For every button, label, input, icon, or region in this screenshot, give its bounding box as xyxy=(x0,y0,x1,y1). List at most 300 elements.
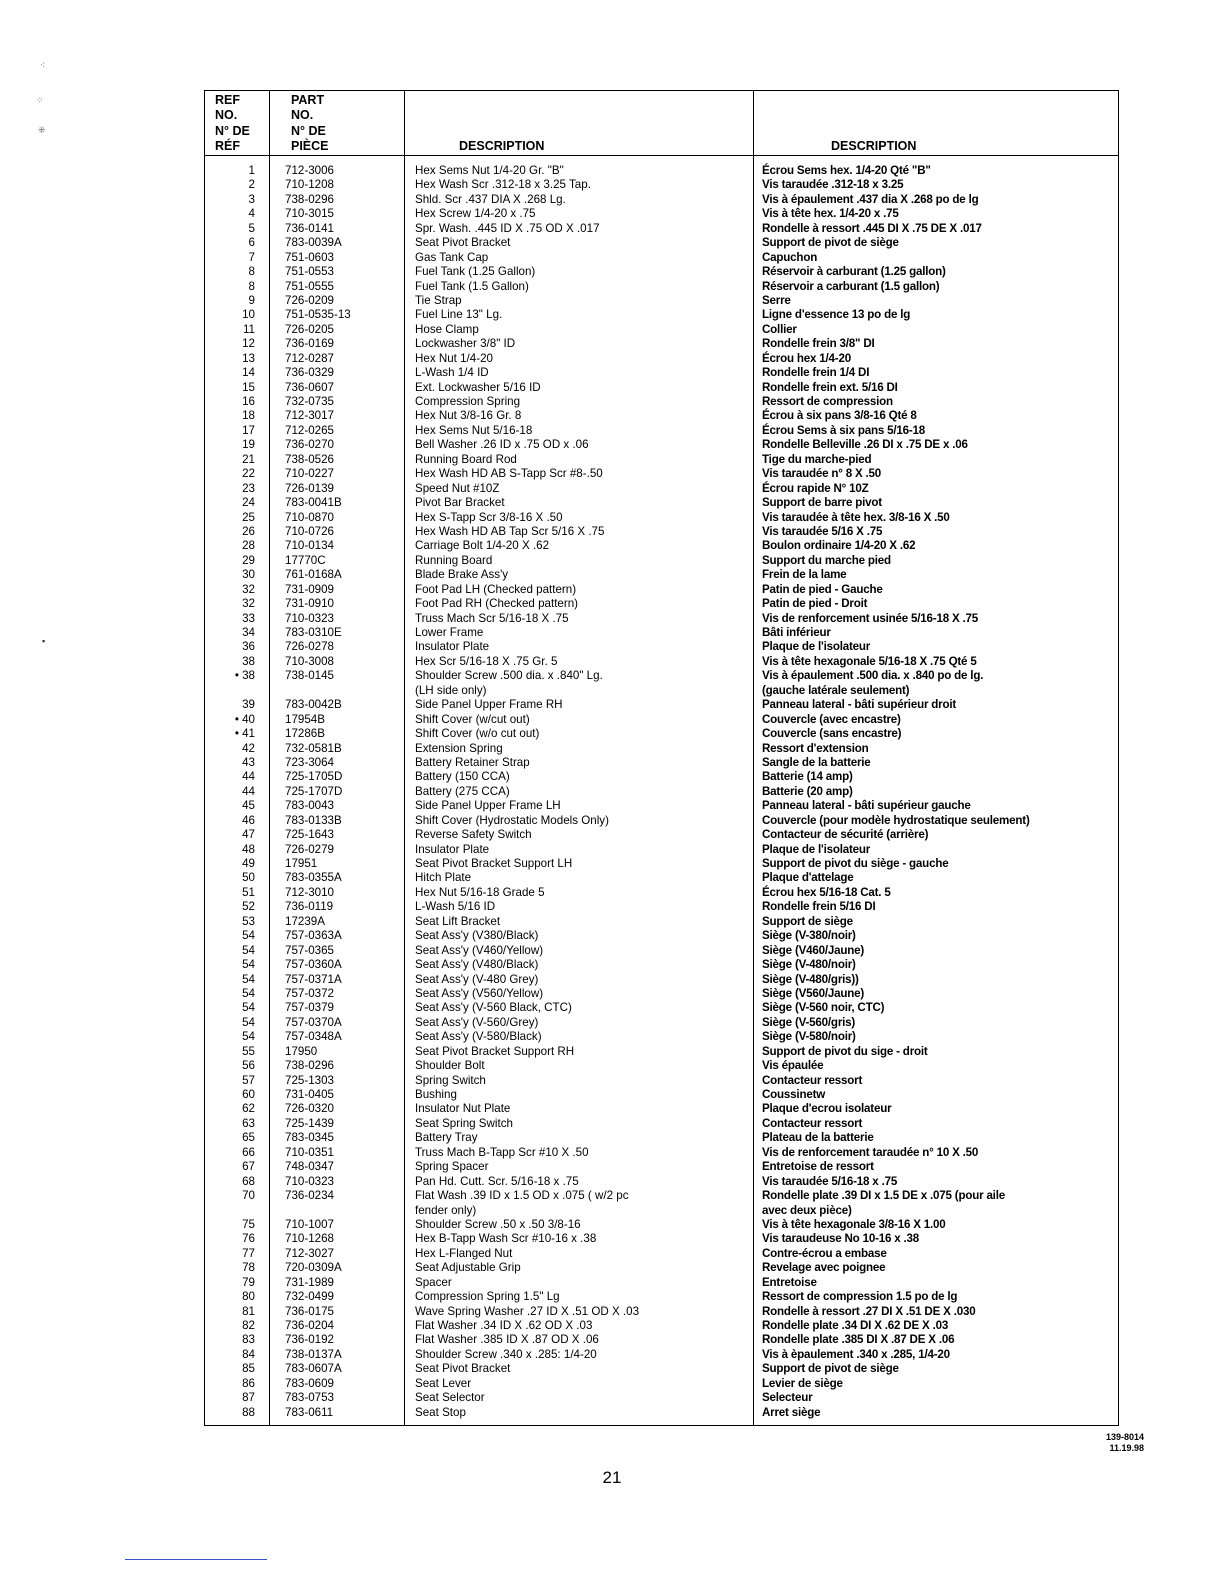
part-no: 757-0371A xyxy=(285,972,342,986)
part-no: 710-1007 xyxy=(285,1217,334,1231)
description-fr: Vis épaulée xyxy=(762,1059,824,1073)
ref-no: 39 xyxy=(242,698,255,712)
description-en: Seat Pivot Bracket xyxy=(415,236,511,250)
description-en: Compression Spring 1.5" Lg xyxy=(415,1290,560,1304)
part-row xyxy=(205,1059,1118,1073)
header-ref-line: REF xyxy=(215,93,240,107)
description-en: Fuel Line 13" Lg. xyxy=(415,308,503,322)
description-en: Spacer xyxy=(415,1275,452,1289)
description-fr: Collier xyxy=(762,322,797,336)
description-fr: Support du marche pied xyxy=(762,553,891,567)
description-fr: Vis taraudée 5/16-18 x .75 xyxy=(762,1174,898,1188)
part-no: 751-0535-13 xyxy=(285,308,351,322)
part-no: 731-0909 xyxy=(285,582,334,596)
part-row xyxy=(205,857,1118,871)
part-row xyxy=(205,539,1118,553)
part-no: 726-0205 xyxy=(285,322,334,336)
description-en: Hose Clamp xyxy=(415,322,479,336)
part-no: 725-1705D xyxy=(285,770,343,784)
part-no: 783-0042B xyxy=(285,698,342,712)
part-no: 736-0192 xyxy=(285,1333,334,1347)
part-no: 732-0735 xyxy=(285,395,334,408)
ref-no: 34 xyxy=(242,626,255,639)
part-no: 738-0296 xyxy=(285,1059,334,1073)
ref-no: 78 xyxy=(242,1261,255,1275)
description-fr: Batterie (14 amp) xyxy=(762,770,853,784)
description-en: L-Wash 5/16 ID xyxy=(415,900,496,914)
ref-no: 32 xyxy=(242,582,255,596)
part-no: 751-0553 xyxy=(285,265,334,279)
part-no: 712-3006 xyxy=(285,164,334,177)
part-no: 720-0309A xyxy=(285,1261,342,1275)
description-fr: Patin de pied - Droit xyxy=(762,597,868,611)
part-row xyxy=(205,222,1118,236)
ref-no: 33 xyxy=(242,611,255,625)
ref-no: 68 xyxy=(242,1174,255,1188)
description-en: Truss Mach Scr 5/16-18 X .75 xyxy=(415,611,569,625)
part-row xyxy=(205,496,1118,510)
ref-no: 2 xyxy=(248,178,255,192)
description-en: Hex B-Tapp Wash Scr #10-16 x .38 xyxy=(415,1232,597,1246)
description-en: Bushing xyxy=(415,1088,457,1102)
ref-no: 42 xyxy=(242,741,255,755)
part-row xyxy=(205,944,1118,958)
part-row xyxy=(205,886,1118,900)
part-row xyxy=(205,785,1118,799)
description-fr: Plateau de la batterie xyxy=(762,1131,874,1145)
part-row xyxy=(205,1146,1118,1160)
ref-no: 6 xyxy=(248,236,255,250)
ref-no: 24 xyxy=(242,496,255,510)
ref-no: 50 xyxy=(242,871,255,885)
description-en: Seat Ass'y (V480/Black) xyxy=(415,958,539,972)
header-description-en: DESCRIPTION xyxy=(459,139,545,153)
part-row xyxy=(205,1117,1118,1131)
part-no: 710-0351 xyxy=(285,1145,334,1159)
ref-no: 14 xyxy=(242,366,255,380)
description-en: Running Board xyxy=(415,553,493,567)
part-row xyxy=(205,987,1118,1001)
part-row xyxy=(205,1232,1118,1246)
part-no: 726-0139 xyxy=(285,481,334,495)
part-no: 757-0372 xyxy=(285,986,334,1000)
description-fr: Contacteur de sécurité (arrière) xyxy=(762,828,929,842)
description-fr: Vis à épaulement .500 dia. x .840 po de lg. (gauche latérale seulement) xyxy=(762,669,984,697)
part-no: 738-0145 xyxy=(285,669,334,683)
ref-no: 3 xyxy=(248,192,255,206)
ref-no: 54 xyxy=(242,1001,255,1015)
description-en: Wave Spring Washer .27 ID X .51 OD X .03 xyxy=(415,1304,640,1318)
ref-no: 13 xyxy=(242,351,255,365)
part-no: 732-0499 xyxy=(285,1290,334,1304)
description-en: Fuel Tank (1.5 Gallon) xyxy=(415,279,529,293)
ref-no: 30 xyxy=(242,568,255,582)
description-fr: Plaque de l'isolateur xyxy=(762,842,871,856)
part-row xyxy=(205,713,1118,727)
ref-no: 47 xyxy=(242,828,255,842)
part-row xyxy=(205,1319,1118,1333)
part-row xyxy=(205,1030,1118,1044)
description-en: Shoulder Screw .50 x .50 3/8-16 xyxy=(415,1217,581,1231)
part-no: 712-0265 xyxy=(285,423,334,437)
part-no: 731-1989 xyxy=(285,1275,334,1289)
part-no: 712-3010 xyxy=(285,885,334,899)
part-row xyxy=(205,366,1118,380)
part-no: 736-0141 xyxy=(285,221,334,235)
description-en: Flat Washer .385 ID X .87 OD X .06 xyxy=(415,1333,599,1347)
part-no: 710-1208 xyxy=(285,178,334,192)
description-fr: Batterie (20 amp) xyxy=(762,784,853,798)
header-part-line: NO. xyxy=(291,108,314,123)
description-fr: Écrou hex 1/4-20 xyxy=(762,351,851,365)
part-no: 783-0310E xyxy=(285,626,342,639)
part-no: 783-0355A xyxy=(285,871,342,885)
description-fr: Écrou rapide N° 10Z xyxy=(762,481,869,495)
description-fr: Plaque de l'isolateur xyxy=(762,640,871,654)
part-row xyxy=(205,193,1118,207)
description-en: Shoulder Screw .340 x .285: 1/4-20 xyxy=(415,1347,597,1361)
ref-no: 75 xyxy=(242,1217,255,1231)
description-fr: Réservoir a carburant (1.5 gallon) xyxy=(762,279,940,293)
page-number: 21 xyxy=(602,1468,622,1487)
part-no: 783-0133B xyxy=(285,813,342,827)
part-row xyxy=(205,1175,1118,1189)
description-en: Fuel Tank (1.25 Gallon) xyxy=(415,265,536,279)
ref-no: 79 xyxy=(242,1275,255,1289)
description-en: Seat Lift Bracket xyxy=(415,914,501,928)
description-en: Seat Ass'y (V460/Yellow) xyxy=(415,943,544,957)
ref-no: 1 xyxy=(248,164,255,177)
ref-no: 54 xyxy=(242,986,255,1000)
part-row xyxy=(205,438,1118,452)
description-en: Hex L-Flanged Nut xyxy=(415,1246,513,1260)
part-no: 710-0134 xyxy=(285,539,334,553)
ref-no: 10 xyxy=(242,308,255,322)
part-no: 17950 xyxy=(285,1044,318,1058)
part-no: 731-0405 xyxy=(285,1088,334,1102)
part-no: 783-0039A xyxy=(285,236,342,250)
ref-no: 54 xyxy=(242,943,255,957)
part-row xyxy=(205,770,1118,784)
description-fr: Coussinetw xyxy=(762,1088,826,1102)
part-no: 757-0365 xyxy=(285,943,334,957)
part-row xyxy=(205,727,1118,741)
description-fr: Rondelle plate .385 DI X .87 DE X .06 xyxy=(762,1333,955,1347)
part-no: 783-0607A xyxy=(285,1362,342,1376)
part-no: 710-3008 xyxy=(285,654,334,668)
part-row xyxy=(205,178,1118,192)
ref-no: 57 xyxy=(242,1073,255,1087)
description-fr: Écrou Sems hex. 1/4-20 Qté "B" xyxy=(762,164,931,177)
description-fr: Couvercle (avec encastre) xyxy=(762,712,901,726)
ref-no: 25 xyxy=(242,510,255,524)
description-en: Seat Ass'y (V560/Yellow) xyxy=(415,986,544,1000)
description-en: Truss Mach B-Tapp Scr #10 X .50 xyxy=(415,1145,589,1159)
description-en: Hitch Plate xyxy=(415,871,472,885)
part-row xyxy=(205,742,1118,756)
part-row xyxy=(205,482,1118,496)
part-no: 725-1439 xyxy=(285,1116,334,1130)
header-part xyxy=(291,93,329,155)
part-no: 738-0296 xyxy=(285,192,334,206)
header-divider xyxy=(205,155,1118,156)
description-fr: Rondelle frein ext. 5/16 DI xyxy=(762,380,898,394)
description-en: Battery Tray xyxy=(415,1131,478,1145)
description-en: Seat Pivot Bracket xyxy=(415,1362,511,1376)
description-en: Battery Retainer Strap xyxy=(415,755,530,769)
description-fr: Rondelle frein 3/8" DI xyxy=(762,337,875,351)
description-fr: Patin de pied - Gauche xyxy=(762,582,883,596)
ref-no: 54 xyxy=(242,1015,255,1029)
description-en: Seat Ass'y (V-580/Black) xyxy=(415,1030,542,1044)
part-no: 710-0323 xyxy=(285,1174,334,1188)
description-en: Carriage Bolt 1/4-20 X .62 xyxy=(415,539,550,553)
part-no: 783-0345 xyxy=(285,1131,334,1145)
description-en: Hex Sems Nut 1/4-20 Gr. "B" xyxy=(415,164,564,177)
description-fr: Écrou à six pans 3/8-16 Qté 8 xyxy=(762,409,917,423)
part-row xyxy=(205,453,1118,467)
ref-no: 23 xyxy=(242,481,255,495)
description-en: Hex Nut 3/8-16 Gr. 8 xyxy=(415,409,522,423)
part-row xyxy=(205,1160,1118,1174)
part-row xyxy=(205,958,1118,972)
ref-no: 43 xyxy=(242,755,255,769)
ref-no: 5 xyxy=(248,221,255,235)
description-en: Shld. Scr .437 DIA X .268 Lg. xyxy=(415,192,566,206)
header-ref xyxy=(215,93,250,155)
description-fr: Sangle de la batterie xyxy=(762,755,871,769)
part-no: 710-0227 xyxy=(285,467,334,481)
ref-no: 12 xyxy=(242,337,255,351)
part-row xyxy=(205,1088,1118,1102)
ref-no: 76 xyxy=(242,1232,255,1246)
part-row xyxy=(205,1261,1118,1275)
part-no: 710-0323 xyxy=(285,611,334,625)
description-fr: Selecteur xyxy=(762,1391,813,1405)
description-fr: Siège (V-580/noir) xyxy=(762,1030,856,1044)
description-fr: Support de pivot de siège xyxy=(762,1362,899,1376)
part-row xyxy=(205,1074,1118,1088)
header-part-line: N° DE xyxy=(291,123,326,138)
part-no: 17954B xyxy=(285,712,325,726)
ref-no: 8 xyxy=(248,279,255,293)
part-no: 712-0287 xyxy=(285,351,334,365)
part-no: 726-0320 xyxy=(285,1102,334,1116)
description-en: Shift Cover (Hydrostatic Models Only) xyxy=(415,813,609,827)
ref-no: 66 xyxy=(242,1145,255,1159)
part-row xyxy=(205,1189,1118,1218)
description-en: Gas Tank Cap xyxy=(415,250,489,264)
scan-mark: ⁘ xyxy=(36,95,44,105)
ref-no: 56 xyxy=(242,1059,255,1073)
part-row xyxy=(205,554,1118,568)
description-en: Flat Wash .39 ID x 1.5 OD x .075 ( w/2 pc fender only) xyxy=(415,1189,629,1217)
description-fr: Revelage avec poignee xyxy=(762,1261,886,1275)
description-fr: Rondelle Belleville .26 DI x .75 DE x .06 xyxy=(762,438,968,452)
part-no: 783-0753 xyxy=(285,1391,334,1405)
description-en: Seat Selector xyxy=(415,1391,485,1405)
part-row xyxy=(205,973,1118,987)
description-fr: Contacteur ressort xyxy=(762,1116,863,1130)
header-description-fr: DESCRIPTION xyxy=(831,139,917,153)
ref-no: 46 xyxy=(242,813,255,827)
part-no: 738-0137A xyxy=(285,1347,342,1361)
scan-mark: ⁜ xyxy=(38,125,46,135)
description-en: Pan Hd. Cutt. Scr. 5/16-18 x .75 xyxy=(415,1174,579,1188)
description-en: Hex Wash HD AB S-Tapp Scr #8-.50 xyxy=(415,467,603,481)
ref-no: 28 xyxy=(242,539,255,553)
header-ref-line: N° DE xyxy=(215,123,250,138)
part-row xyxy=(205,597,1118,611)
description-en: Side Panel Upper Frame RH xyxy=(415,698,563,712)
description-en: Hex Scr 5/16-18 X .75 Gr. 5 xyxy=(415,654,558,668)
part-no: 736-0204 xyxy=(285,1319,334,1333)
part-no: 723-3064 xyxy=(285,755,334,769)
part-row xyxy=(205,1247,1118,1261)
description-en: Seat Ass'y (V-560/Grey) xyxy=(415,1015,539,1029)
part-no: 725-1707D xyxy=(285,784,343,798)
description-en: Hex S-Tapp Scr 3/8-16 X .50 xyxy=(415,510,563,524)
part-no: 748-0347 xyxy=(285,1160,334,1174)
ref-no: 38 xyxy=(242,654,255,668)
description-en: Seat Adjustable Grip xyxy=(415,1261,521,1275)
parts-list-table xyxy=(204,90,1119,1426)
part-row xyxy=(205,871,1118,885)
description-en: Insulator Plate xyxy=(415,842,490,856)
description-fr: Vis de renforcement taraudée n° 10 X .50 xyxy=(762,1145,979,1159)
part-row xyxy=(205,1102,1118,1116)
part-no: 736-0607 xyxy=(285,380,334,394)
description-fr: Ressort de compression 1.5 po de lg xyxy=(762,1290,958,1304)
description-fr: Siège (V-480/noir) xyxy=(762,958,856,972)
description-fr: Siège (V-560/gris) xyxy=(762,1015,856,1029)
part-row xyxy=(205,655,1118,669)
description-fr: Serre xyxy=(762,293,791,307)
part-no: 17770C xyxy=(285,553,326,567)
ref-no: 82 xyxy=(242,1319,255,1333)
ref-no: 65 xyxy=(242,1131,255,1145)
part-row xyxy=(205,1377,1118,1391)
description-fr: Bâti inférieur xyxy=(762,626,831,639)
description-fr: Frein de la lame xyxy=(762,568,847,582)
part-no: 731-0910 xyxy=(285,597,334,611)
ref-no: 83 xyxy=(242,1333,255,1347)
description-fr: Écrou hex 5/16-18 Cat. 5 xyxy=(762,885,891,899)
ref-no: 54 xyxy=(242,972,255,986)
description-fr: Rondelle plate .34 DI X .62 DE X .03 xyxy=(762,1319,949,1333)
ref-no: 48 xyxy=(242,842,255,856)
description-en: Seat Stop xyxy=(415,1405,466,1419)
part-row xyxy=(205,1406,1118,1420)
ref-no: 22 xyxy=(242,467,255,481)
part-no: 738-0526 xyxy=(285,452,334,466)
description-fr: Ressort de compression xyxy=(762,395,893,408)
part-no: 736-0270 xyxy=(285,438,334,452)
part-row xyxy=(205,308,1118,322)
ref-no: 21 xyxy=(242,452,255,466)
ref-no: 19 xyxy=(242,438,255,452)
description-fr: Couvercle (sans encastre) xyxy=(762,727,902,741)
ref-no: 26 xyxy=(242,524,255,538)
description-fr: Support de barre pivot xyxy=(762,496,882,510)
part-no: 710-0726 xyxy=(285,524,334,538)
part-no: 783-0043 xyxy=(285,799,334,813)
description-en: Battery (275 CCA) xyxy=(415,784,510,798)
description-fr: Vis à épaulement .437 dia X .268 po de lg xyxy=(762,192,979,206)
description-fr: Contacteur ressort xyxy=(762,1073,863,1087)
description-fr: Siège (V460/Jaune) xyxy=(762,943,865,957)
description-en: Lower Frame xyxy=(415,626,484,639)
ref-no: • 40 xyxy=(234,712,255,726)
description-fr: Rondelle frein 1/4 DI xyxy=(762,366,870,380)
description-fr: Vis de renforcement usinée 5/16-18 X .75 xyxy=(762,611,979,625)
part-row xyxy=(205,381,1118,395)
description-fr: Entretoise xyxy=(762,1275,817,1289)
description-fr: Vis à tête hexagonale 3/8-16 X 1.00 xyxy=(762,1217,946,1231)
part-no: 751-0555 xyxy=(285,279,334,293)
part-no: 736-0234 xyxy=(285,1189,334,1203)
description-fr: Vis à èpaulement .340 x .285, 1/4-20 xyxy=(762,1347,950,1361)
ref-no: 77 xyxy=(242,1246,255,1260)
part-no: 726-0279 xyxy=(285,842,334,856)
ref-no: 86 xyxy=(242,1376,255,1390)
part-no: 725-1303 xyxy=(285,1073,334,1087)
part-row xyxy=(205,207,1118,221)
ref-no: 88 xyxy=(242,1405,255,1419)
part-no: 757-0363A xyxy=(285,929,342,943)
ref-no: 81 xyxy=(242,1304,255,1318)
description-fr: Vis taraudée à tête hex. 3/8-16 X .50 xyxy=(762,510,950,524)
description-en: Pivot Bar Bracket xyxy=(415,496,505,510)
part-row xyxy=(205,323,1118,337)
description-en: Shoulder Screw .500 dia. x .840" Lg. (LH side only) xyxy=(415,669,603,697)
description-fr: Rondelle frein 5/16 DI xyxy=(762,900,876,914)
part-row xyxy=(205,799,1118,813)
description-fr: Siège (V-560 noir, CTC) xyxy=(762,1001,885,1015)
description-fr: Écrou Sems à six pans 5/16-18 xyxy=(762,423,926,437)
ref-no: 4 xyxy=(248,207,255,221)
footer-rule xyxy=(125,1559,267,1560)
description-en: Extension Spring xyxy=(415,741,503,755)
description-en: Foot Pad RH (Checked pattern) xyxy=(415,597,579,611)
part-no: 725-1643 xyxy=(285,828,334,842)
part-row xyxy=(205,698,1118,712)
description-en: Blade Brake Ass'y xyxy=(415,568,509,582)
ref-no: 44 xyxy=(242,784,255,798)
description-fr: Support de pivot du siège - gauche xyxy=(762,857,949,871)
ref-no: 70 xyxy=(242,1189,255,1203)
ref-no: 63 xyxy=(242,1116,255,1130)
ref-no: 15 xyxy=(242,380,255,394)
ref-no: 36 xyxy=(242,640,255,654)
part-row xyxy=(205,929,1118,943)
ref-no: 9 xyxy=(248,293,255,307)
part-row xyxy=(205,626,1118,640)
part-no: 736-0169 xyxy=(285,337,334,351)
document-date: 11.19.98 xyxy=(1109,1443,1144,1453)
part-no: 710-1268 xyxy=(285,1232,334,1246)
description-en: Hex Screw 1/4-20 x .75 xyxy=(415,207,536,221)
description-fr: Arret siège xyxy=(762,1405,821,1419)
description-en: Battery (150 CCA) xyxy=(415,770,510,784)
description-fr: Vis à tête hexagonale 5/16-18 X .75 Qté 5 xyxy=(762,654,977,668)
description-en: Foot Pad LH (Checked pattern) xyxy=(415,582,577,596)
part-row xyxy=(205,1045,1118,1059)
description-en: Seat Ass'y (V-480 Grey) xyxy=(415,972,539,986)
ref-no: 11 xyxy=(242,322,255,336)
part-row xyxy=(205,1362,1118,1376)
description-fr: Réservoir à carburant (1.25 gallon) xyxy=(762,265,946,279)
